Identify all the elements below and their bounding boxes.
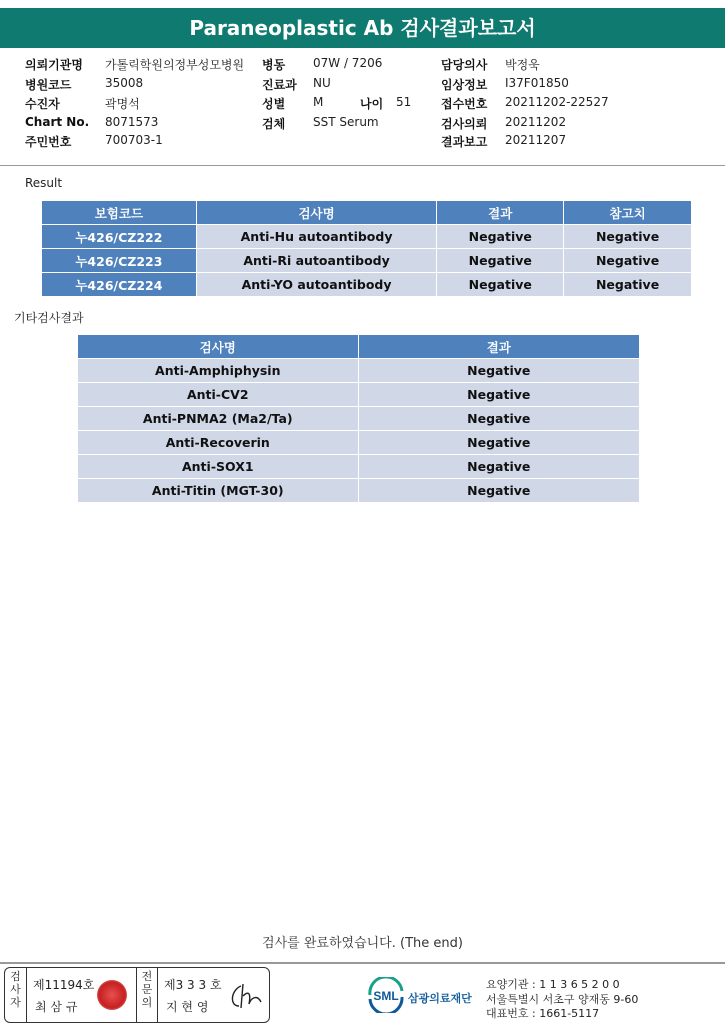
info-value: 35008 bbox=[105, 76, 144, 90]
test-result: Negative bbox=[437, 249, 564, 273]
specialist-label: 전문의 bbox=[136, 968, 158, 1022]
specialist-name: 지 현 영 bbox=[166, 1000, 209, 1014]
info-row bbox=[0, 56, 725, 74]
info-value: 07W / 7206 bbox=[313, 56, 383, 70]
table-row bbox=[78, 479, 640, 503]
info-value: 8071573 bbox=[105, 115, 159, 129]
table-header-row bbox=[78, 335, 640, 359]
other-tests-table bbox=[77, 334, 640, 503]
column-header: 결과 bbox=[437, 201, 564, 225]
info-value: I37F01850 bbox=[505, 76, 569, 90]
info-value: 20211202-22527 bbox=[505, 95, 609, 109]
info-label: 의뢰기관명 bbox=[25, 58, 83, 72]
info-value: M bbox=[313, 95, 324, 109]
info-label: 진료과 bbox=[262, 78, 297, 92]
info-value: 20211202 bbox=[505, 115, 567, 129]
org-address: 서울특별시 서초구 양재동 9-60 bbox=[486, 993, 639, 1006]
info-label: Chart No. bbox=[25, 115, 90, 129]
info-label: 임상정보 bbox=[441, 78, 488, 92]
reference-value: Negative bbox=[564, 225, 692, 249]
info-label: 주민번호 bbox=[25, 135, 72, 149]
info-row bbox=[0, 115, 725, 133]
info-label: 결과보고 bbox=[441, 135, 488, 149]
insurance-code: 누426/CZ223 bbox=[42, 249, 197, 273]
info-value: NU bbox=[313, 76, 331, 90]
signature-box bbox=[4, 967, 270, 1023]
info-value: 700703-1 bbox=[105, 133, 163, 147]
result-section-title: Result bbox=[25, 176, 63, 190]
signature-icon bbox=[227, 980, 263, 1012]
insurance-code: 누426/CZ222 bbox=[42, 225, 197, 249]
info-value: 곽명석 bbox=[105, 97, 140, 111]
specialist-number: 제3 3 3 호 bbox=[164, 978, 222, 992]
info-label: 병동 bbox=[262, 58, 286, 72]
sml-logo-text: SML bbox=[373, 989, 399, 1003]
test-result: Negative bbox=[358, 431, 639, 455]
column-header: 검사명 bbox=[78, 335, 359, 359]
info-label: 검체 bbox=[262, 117, 286, 131]
info-row bbox=[0, 95, 725, 113]
test-name: Anti-Amphiphysin bbox=[78, 359, 359, 383]
test-name: Anti-YO autoantibody bbox=[196, 273, 437, 297]
org-name: 삼광의료재단 bbox=[408, 992, 472, 1005]
footer-divider bbox=[0, 962, 725, 964]
info-label: 접수번호 bbox=[441, 97, 488, 111]
info-value: SST Serum bbox=[313, 115, 379, 129]
result-table bbox=[41, 200, 692, 297]
test-result: Negative bbox=[437, 225, 564, 249]
org-phone: 대표번호 : 1661-5117 bbox=[486, 1007, 600, 1020]
table-row bbox=[78, 455, 640, 479]
table-row bbox=[78, 383, 640, 407]
test-result: Negative bbox=[358, 479, 639, 503]
test-name: Anti-SOX1 bbox=[78, 455, 359, 479]
org-registration: 요양기관 : 1 1 3 6 5 2 0 0 bbox=[486, 978, 620, 991]
test-name: Anti-Hu autoantibody bbox=[196, 225, 437, 249]
test-name: Anti-Recoverin bbox=[78, 431, 359, 455]
other-section-title: 기타검사결과 bbox=[14, 311, 84, 325]
info-row bbox=[0, 76, 725, 94]
info-label: 수진자 bbox=[25, 97, 60, 111]
examiner-seal-icon bbox=[97, 980, 127, 1010]
column-header: 검사명 bbox=[196, 201, 437, 225]
info-label: 병원코드 bbox=[25, 78, 72, 92]
test-name: Anti-PNMA2 (Ma2/Ta) bbox=[78, 407, 359, 431]
sml-logo-icon bbox=[366, 977, 406, 1013]
info-label: 검사의뢰 bbox=[441, 117, 488, 131]
column-header: 결과 bbox=[358, 335, 639, 359]
reference-value: Negative bbox=[564, 249, 692, 273]
test-result: Negative bbox=[358, 383, 639, 407]
patient-info bbox=[0, 56, 725, 166]
age-label: 나이 bbox=[360, 97, 384, 111]
age-value: 51 bbox=[396, 95, 412, 109]
table-row bbox=[78, 431, 640, 455]
examiner-label: 검사자 bbox=[5, 968, 27, 1022]
info-label: 성별 bbox=[262, 97, 286, 111]
report-title: Paraneoplastic Ab 검사결과보고서 bbox=[0, 8, 725, 48]
end-message: 검사를 완료하였습니다. (The end) bbox=[262, 936, 463, 951]
column-header: 참고치 bbox=[564, 201, 692, 225]
test-name: Anti-Ri autoantibody bbox=[196, 249, 437, 273]
info-row bbox=[0, 133, 725, 151]
info-label: 담당의사 bbox=[441, 58, 488, 72]
table-row bbox=[42, 249, 692, 273]
reference-value: Negative bbox=[564, 273, 692, 297]
column-header: 보험코드 bbox=[42, 201, 197, 225]
test-name: Anti-Titin (MGT-30) bbox=[78, 479, 359, 503]
table-row bbox=[42, 273, 692, 297]
table-row bbox=[42, 225, 692, 249]
table-header-row bbox=[42, 201, 692, 225]
test-result: Negative bbox=[437, 273, 564, 297]
test-result: Negative bbox=[358, 407, 639, 431]
insurance-code: 누426/CZ224 bbox=[42, 273, 197, 297]
test-result: Negative bbox=[358, 359, 639, 383]
info-value: 가톨릭학원의정부성모병원 bbox=[105, 58, 245, 72]
examiner-number: 제11194호 bbox=[33, 978, 95, 992]
examiner-name: 최 삼 규 bbox=[35, 1000, 78, 1014]
test-name: Anti-CV2 bbox=[78, 383, 359, 407]
test-result: Negative bbox=[358, 455, 639, 479]
table-row bbox=[78, 359, 640, 383]
info-value: 20211207 bbox=[505, 133, 567, 147]
info-value: 박정욱 bbox=[505, 58, 540, 72]
table-row bbox=[78, 407, 640, 431]
